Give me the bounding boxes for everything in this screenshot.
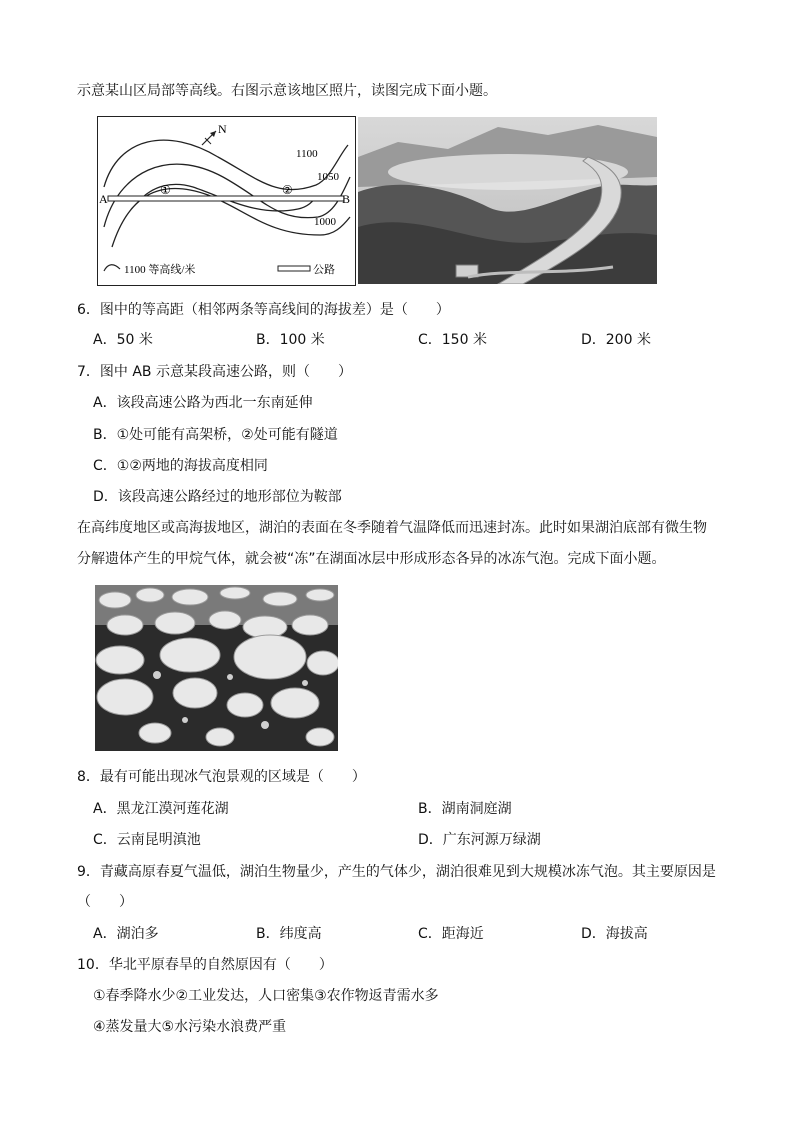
road-ab xyxy=(108,196,344,201)
intro-text-2-line2: 分解遗体产生的甲烷气体，就会被“冻”在湖面冰层中形成形态各异的冰冻气泡。完成下面小题。 xyxy=(77,551,666,567)
intro-text-1: 示意某山区局部等高线。右图示意该地区照片，读图完成下面小题。 xyxy=(77,83,497,99)
contour-label-1000: 1000 xyxy=(314,216,336,228)
q9-option-d[interactable]: D．海拔高 xyxy=(581,926,648,942)
contour-label-1100: 1100 xyxy=(296,148,318,160)
q9-option-b[interactable]: B．纬度高 xyxy=(256,926,322,942)
legend-contour-label: 1100 等高线/米 xyxy=(124,264,196,276)
legend-road-icon xyxy=(278,266,310,271)
q10-stem: 10．华北平原春旱的自然原因有（ ） xyxy=(77,957,333,973)
q8-option-d[interactable]: D．广东河源万绿湖 xyxy=(418,832,541,848)
q10-line2: ④蒸发量大⑤水污染水浪费严重 xyxy=(93,1019,287,1035)
q6-option-d[interactable]: D．200 米 xyxy=(581,332,651,348)
point-b-label: B xyxy=(342,192,351,206)
q9-stem: 9．青藏高原春夏气温低，湖泊生物量少，产生的气体少，湖泊很难见到大规模冰冻气泡。其主要原因是 xyxy=(77,864,716,880)
intro-text-2-line1: 在高纬度地区或高海拔地区，湖泊的表面在冬季随着气温降低而迅速封冻。此时如果湖泊底部有微生物 xyxy=(77,520,707,536)
q7-option-d[interactable]: D．该段高速公路经过的地形部位为鞍部 xyxy=(93,489,342,505)
q8-option-c[interactable]: C．云南昆明滇池 xyxy=(93,832,201,848)
q6-stem: 6．图中的等高距（相邻两条等高线间的海拔差）是（ ） xyxy=(77,302,450,318)
highway-photo-svg xyxy=(358,117,657,284)
q7-option-b[interactable]: B．①处可能有高架桥，②处可能有隧道 xyxy=(93,427,338,443)
q7-option-a[interactable]: A．该段高速公路为西北一东南延伸 xyxy=(93,395,313,411)
q10-line1: ①春季降水少②工业发达，人口密集③农作物返青需水多 xyxy=(93,988,439,1004)
q8-option-a[interactable]: A．黑龙江漠河莲花湖 xyxy=(93,801,229,817)
contour-map xyxy=(97,116,356,286)
ice-bubble-photo xyxy=(95,585,338,751)
marker-2: ② xyxy=(282,183,293,197)
q9-stem-cont: （ ） xyxy=(77,894,133,910)
q9-option-a[interactable]: A．湖泊多 xyxy=(93,926,159,942)
legend-road-label: 公路 xyxy=(313,263,335,276)
contour-map-svg xyxy=(98,117,355,285)
q8-option-b[interactable]: B．湖南洞庭湖 xyxy=(418,801,512,817)
contour-label-1050: 1050 xyxy=(317,171,339,183)
highway-photo xyxy=(358,117,657,284)
q6-option-b[interactable]: B．100 米 xyxy=(256,332,325,348)
q6-option-a[interactable]: A．50 米 xyxy=(93,332,153,348)
north-label: N xyxy=(218,122,227,136)
q7-option-c[interactable]: C．①②两地的海拔高度相同 xyxy=(93,458,268,474)
q7-stem: 7．图中 AB 示意某段高速公路，则（ ） xyxy=(77,364,352,380)
q9-option-c[interactable]: C．距海近 xyxy=(418,926,484,942)
marker-1: ① xyxy=(160,183,171,197)
q8-stem: 8．最有可能出现冰气泡景观的区域是（ ） xyxy=(77,769,366,785)
point-a-label: A xyxy=(99,192,108,206)
q6-option-c[interactable]: C．150 米 xyxy=(418,332,487,348)
ice-bubble-photo-svg xyxy=(95,585,338,751)
legend-contour-icon xyxy=(104,265,120,271)
